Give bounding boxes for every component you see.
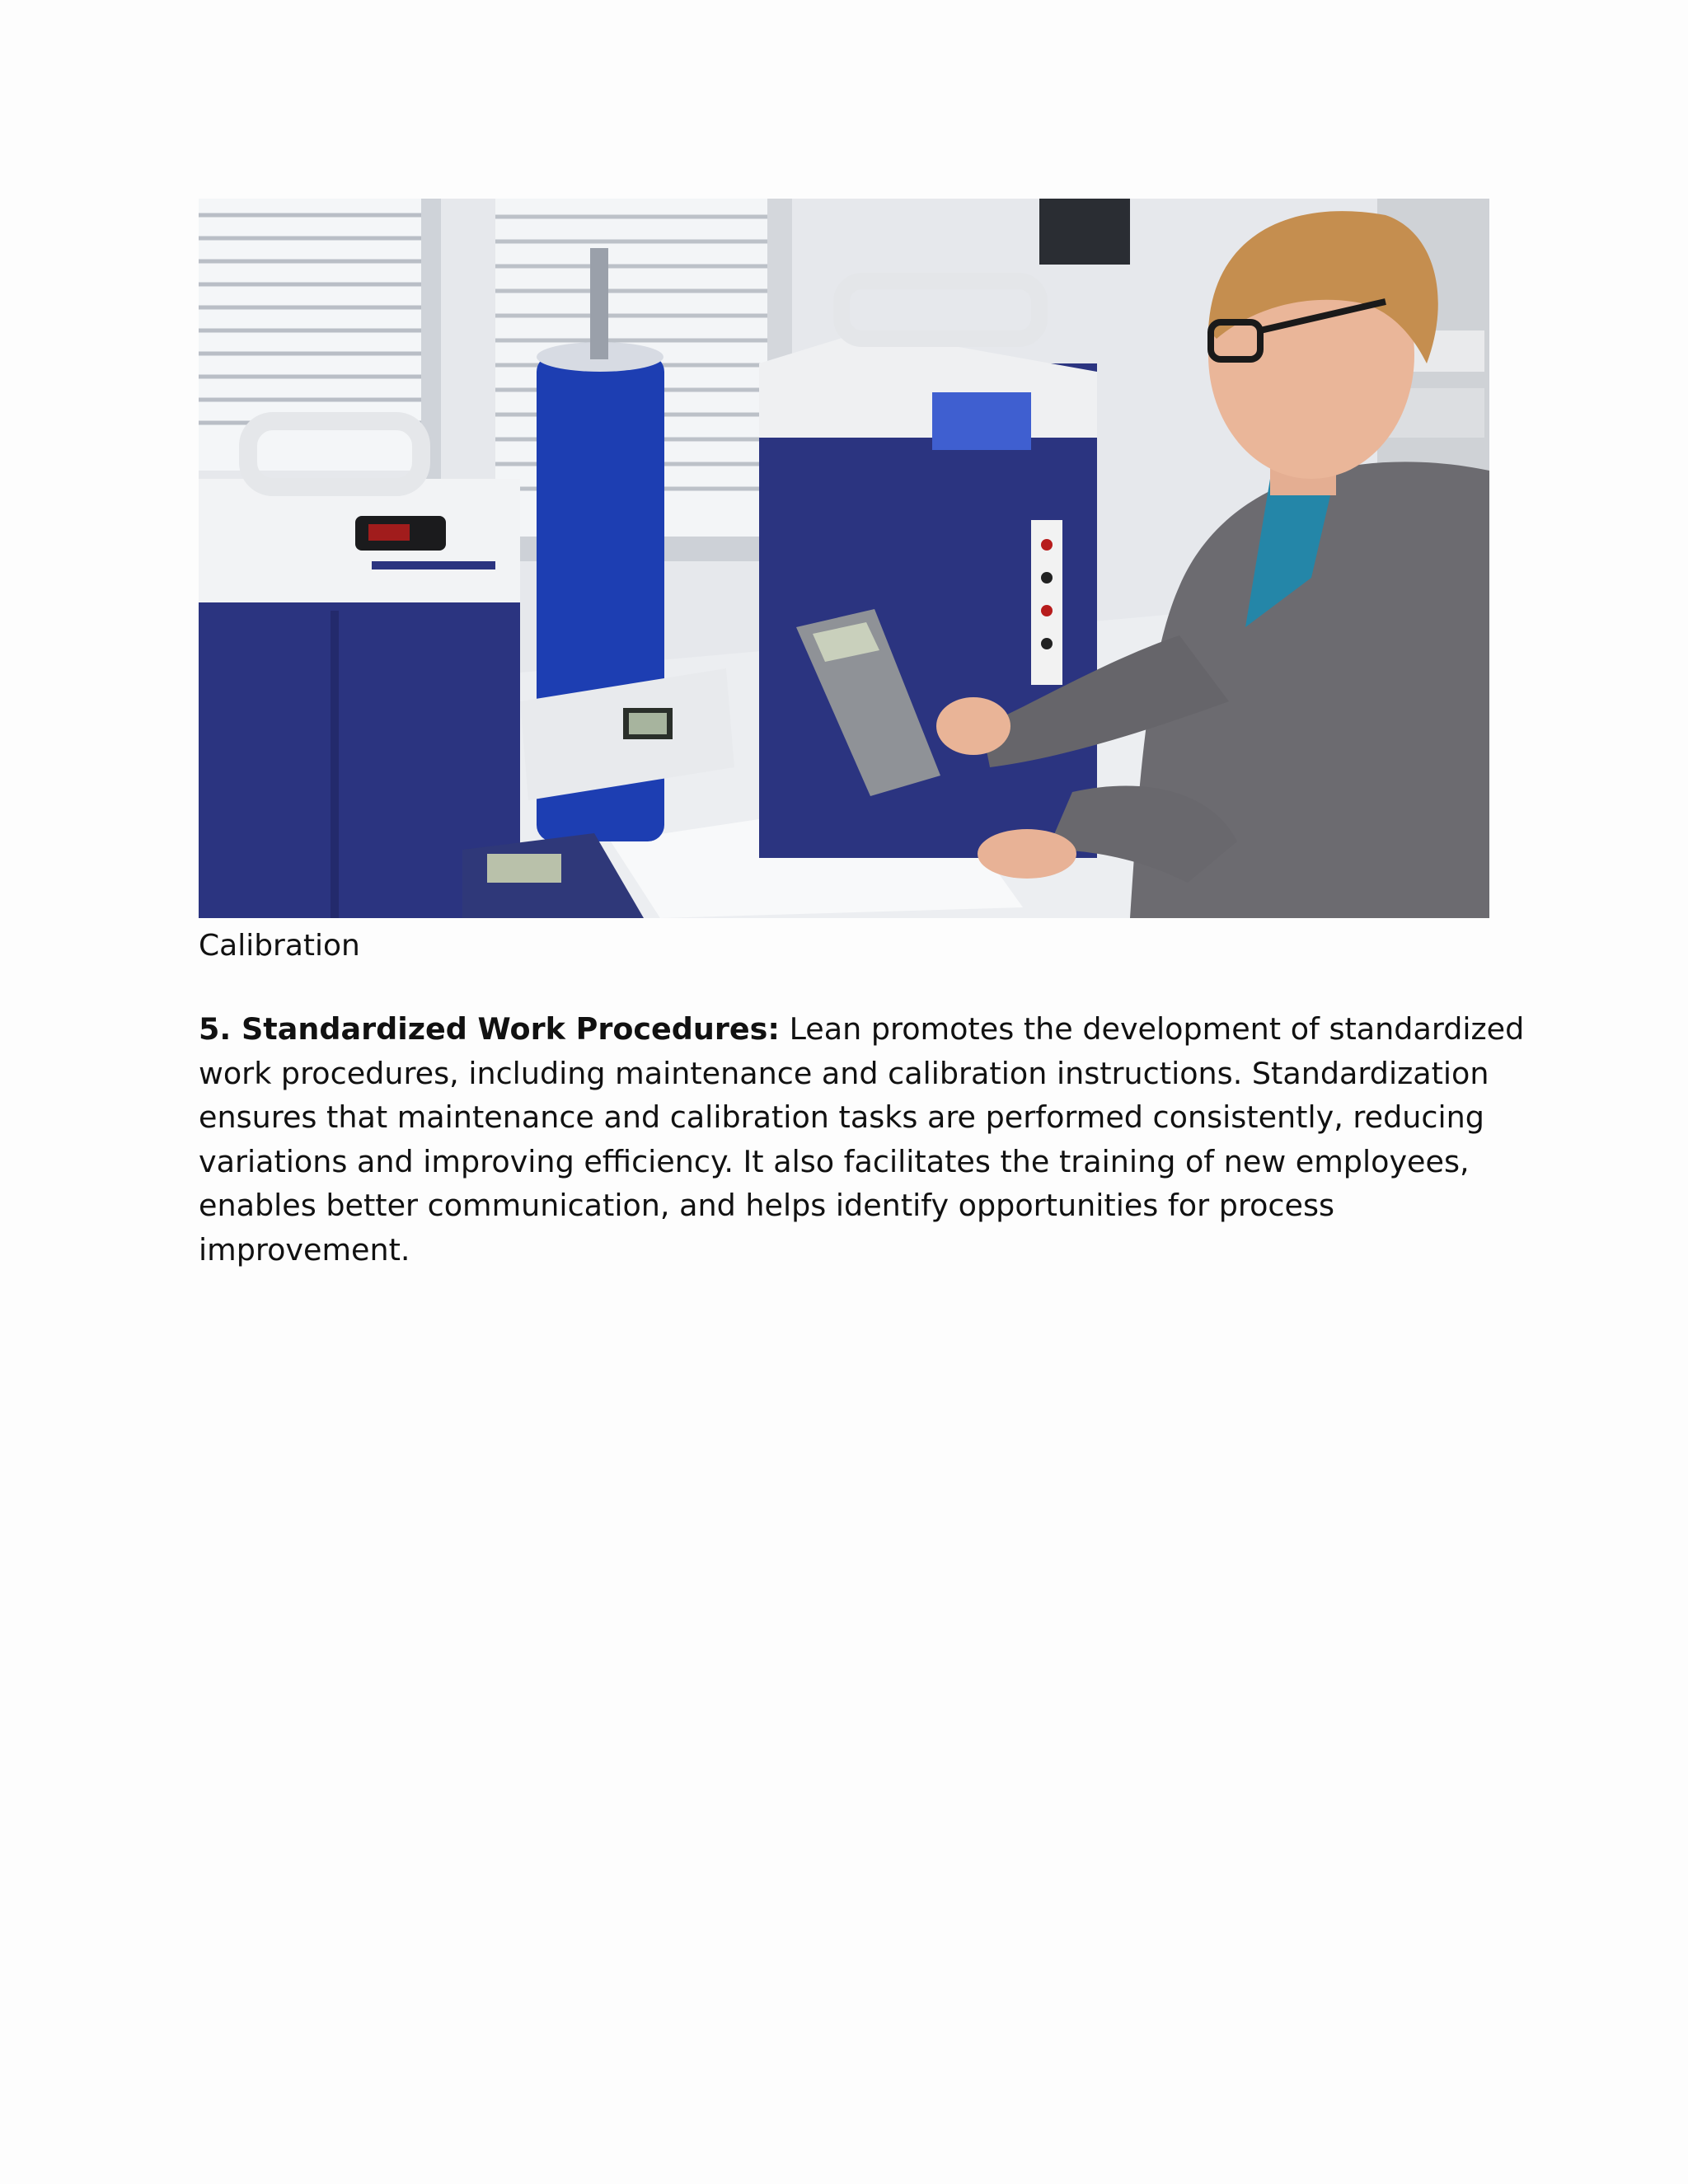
section-heading: 5. Standardized Work Procedures: xyxy=(199,1011,780,1047)
paragraph-line-5: enables better communication, and helps identify opportunities for process xyxy=(199,1188,1334,1223)
paragraph-line-3: ensures that maintenance and calibration tasks are performed consistently, reducing xyxy=(199,1099,1484,1135)
paragraph-line-4: variations and improving efficiency. It also facilitates the training of new employees, xyxy=(199,1143,1470,1179)
section-paragraph xyxy=(199,1007,1525,1272)
paragraph-line-6: improvement. xyxy=(199,1231,410,1268)
paragraph-line-2: work procedures, including maintenance and calibration instructions. Standardization xyxy=(199,1055,1489,1091)
photo-caption: Calibration xyxy=(199,929,360,963)
paragraph-line-1-text: Lean promotes the development of standardized xyxy=(779,1011,1525,1047)
calibration-photo xyxy=(199,199,1489,918)
paragraph-line-1 xyxy=(199,1007,1525,1052)
